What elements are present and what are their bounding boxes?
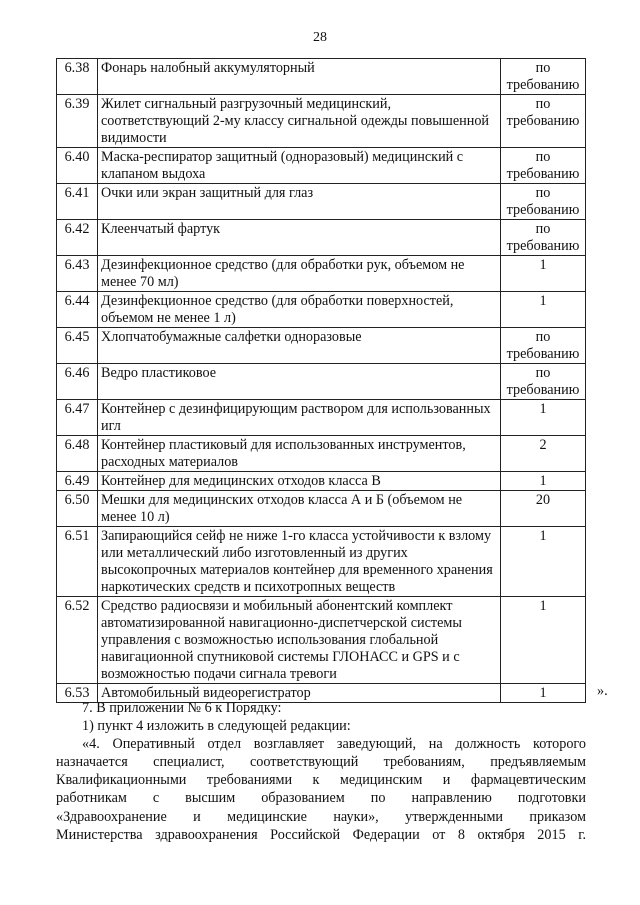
item-name: Ведро пластиковое	[98, 364, 501, 400]
item-name: Дезинфекционное средство (для обработки поверхностей, объемом не менее 1 л)	[98, 292, 501, 328]
item-quantity: по требованию	[501, 184, 586, 220]
row-number: 6.40	[57, 148, 98, 184]
item-name: Автомобильный видеорегистратор	[98, 684, 501, 703]
item-quantity: 1	[501, 400, 586, 436]
text-line: Квалификационными требованиями к медицинским и фармацевтическим	[56, 772, 586, 789]
item-name: Контейнер с дезинфицирующим раствором для использованных игл	[98, 400, 501, 436]
paragraph-7: 7. В приложении № 6 к Порядку:	[82, 700, 282, 716]
row-number: 6.44	[57, 292, 98, 328]
row-number: 6.48	[57, 436, 98, 472]
row-number: 6.46	[57, 364, 98, 400]
table-row	[57, 364, 586, 400]
table-row	[57, 491, 586, 527]
item-quantity: по требованию	[501, 59, 586, 95]
table-row	[57, 148, 586, 184]
item-quantity: по требованию	[501, 220, 586, 256]
text-line: работникам с высшим образованием по направлению подготовки	[56, 790, 586, 807]
table-row	[57, 95, 586, 148]
row-number: 6.39	[57, 95, 98, 148]
table-row	[57, 184, 586, 220]
table-row	[57, 59, 586, 95]
text-line: Министерства здравоохранения Российской Федерации от 8 октября 2015 г.	[56, 826, 586, 843]
item-name: Маска-респиратор защитный (одноразовый) медицинский с клапаном выдоха	[98, 148, 501, 184]
item-quantity: 1	[501, 597, 586, 684]
closing-quote-mark: ».	[597, 683, 608, 699]
table-row	[57, 436, 586, 472]
row-number: 6.50	[57, 491, 98, 527]
item-quantity: 1	[501, 256, 586, 292]
amendment-text	[56, 699, 586, 844]
item-name: Запирающийся сейф не ниже 1-го класса устойчивости к взлому или металлический либо изготовленный из других высокопрочных материалов контейнер для временного хранения наркотических средств и психотропных веществ	[98, 527, 501, 597]
table-row	[57, 400, 586, 436]
item-quantity: по требованию	[501, 364, 586, 400]
text-line: назначается специалист, соответствующий требованиям, предъявляемым	[56, 754, 586, 771]
row-number: 6.51	[57, 527, 98, 597]
item-quantity: 20	[501, 491, 586, 527]
table-row	[57, 472, 586, 491]
table-row	[57, 292, 586, 328]
row-number: 6.45	[57, 328, 98, 364]
row-number: 6.52	[57, 597, 98, 684]
row-number: 6.43	[57, 256, 98, 292]
item-name: Клеенчатый фартук	[98, 220, 501, 256]
item-quantity: 1	[501, 527, 586, 597]
item-quantity: по требованию	[501, 148, 586, 184]
text-line: «Здравоохранение и медицинские науки», утвержденными приказом	[56, 808, 586, 825]
equipment-table	[56, 58, 586, 703]
page-number: 28	[313, 30, 327, 45]
quoted-paragraph-4	[56, 735, 586, 844]
item-quantity: 1	[501, 684, 586, 703]
item-name: Средство радиосвязи и мобильный абонентский комплект автоматизированной навигационно-диспетчерской системы управления с возможностью использования глобальной навигационной спутниковой системы ГЛОНАСС и GPS и с возможностью подачи сигнала тревоги	[98, 597, 501, 684]
table-row	[57, 597, 586, 684]
paragraph-item-1: 1) пункт 4 изложить в следующей редакции:	[82, 718, 351, 735]
row-number: 6.38	[57, 59, 98, 95]
row-number: 6.47	[57, 400, 98, 436]
row-number: 6.42	[57, 220, 98, 256]
text-line: «4. Оперативный отдел возглавляет заведующий, на должность которого	[82, 736, 586, 753]
table-row	[57, 328, 586, 364]
item-name: Контейнер для медицинских отходов класса В	[98, 472, 501, 491]
item-name: Мешки для медицинских отходов класса А и Б (объемом не менее 10 л)	[98, 491, 501, 527]
item-name: Дезинфекционное средство (для обработки рук, объемом не менее 70 мл)	[98, 256, 501, 292]
item-quantity: по требованию	[501, 328, 586, 364]
row-number: 6.49	[57, 472, 98, 491]
table-row	[57, 527, 586, 597]
item-name: Жилет сигнальный разгрузочный медицинский, соответствующий 2-му классу сигнальной одежды повышенной видимости	[98, 95, 501, 148]
table-row	[57, 256, 586, 292]
item-quantity: 1	[501, 472, 586, 491]
item-name: Контейнер пластиковый для использованных инструментов, расходных материалов	[98, 436, 501, 472]
item-name: Очки или экран защитный для глаз	[98, 184, 501, 220]
row-number: 6.53	[57, 684, 98, 703]
item-quantity: по требованию	[501, 95, 586, 148]
table-row	[57, 220, 586, 256]
item-quantity: 2	[501, 436, 586, 472]
item-name: Фонарь налобный аккумуляторный	[98, 59, 501, 95]
row-number: 6.41	[57, 184, 98, 220]
item-name: Хлопчатобумажные салфетки одноразовые	[98, 328, 501, 364]
item-quantity: 1	[501, 292, 586, 328]
